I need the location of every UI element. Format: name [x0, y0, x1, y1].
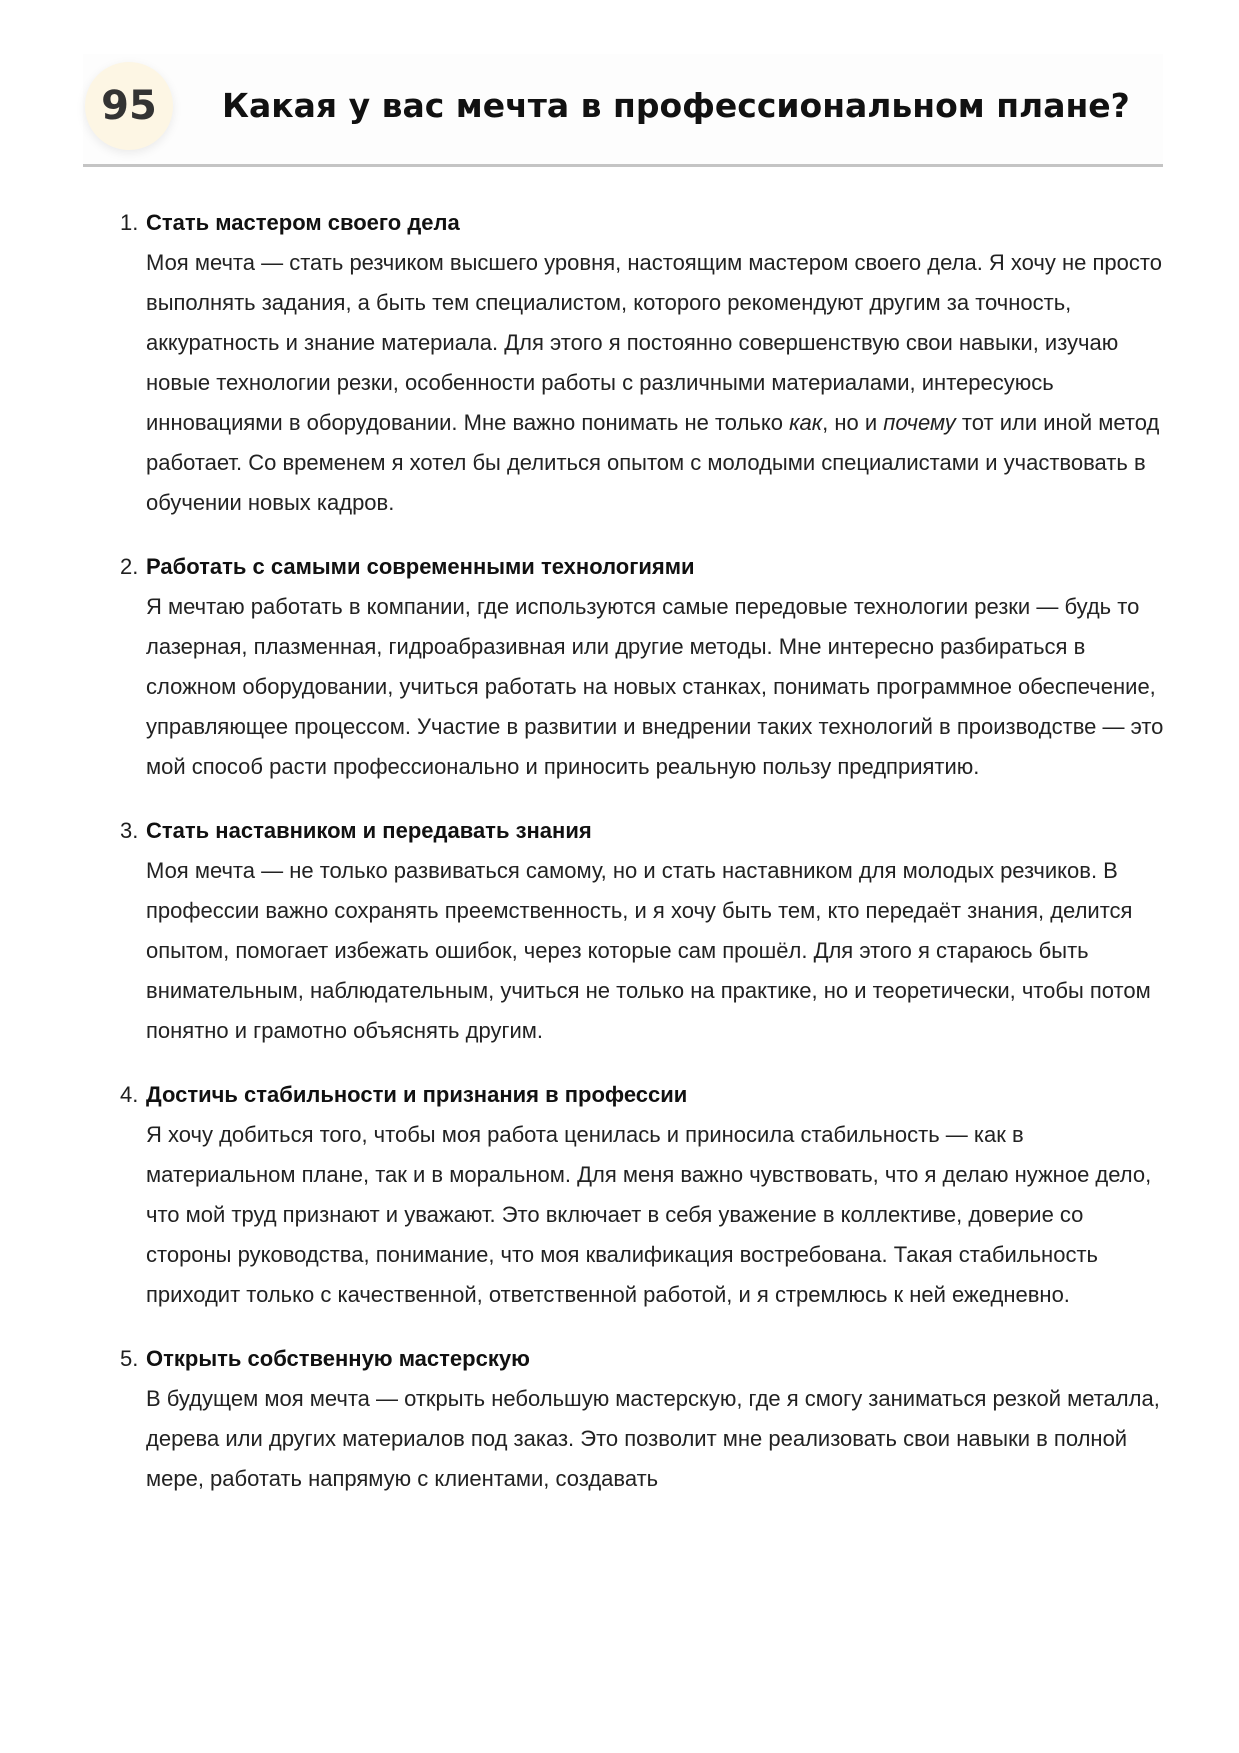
item-text [146, 243, 1166, 523]
item-text: Моя мечта — не только развиваться самому, но и стать наставником для молодых резчиков. В профессии важно сохранять преемственность, и я хочу быть тем, кто передаёт знания, делится опытом, помогает избежать ошибок, через которые сам прошёл. Для этого я стараюсь быть внимательным, наблюдательным, учиться не только на практике, но и теоретически, чтобы потом понятно и грамотно объяснять другим. [146, 858, 1151, 1043]
item-number: 4. [120, 1082, 139, 1107]
list-item [0, 1341, 1239, 1499]
list-item [0, 549, 1239, 787]
item-number: 5. [120, 1346, 139, 1371]
italic-text: как [789, 410, 823, 435]
question-header [83, 54, 1163, 167]
text-segment: тот или иной метод работает. Со временем я хотел бы делиться опытом с молодыми специалистами и участвовать в обучении новых кадров. [146, 410, 1160, 515]
item-title: Открыть собственную мастерскую [146, 1346, 530, 1371]
answer-list [0, 205, 1239, 1525]
item-title: Достичь стабильности и признания в профессии [146, 1082, 688, 1107]
item-text: Я хочу добиться того, чтобы моя работа ценилась и приносила стабильность — как в материальном плане, так и в моральном. Для меня важно чувствовать, что я делаю нужное дело, что мой труд признают и уважают. Это включает в себя уважение в коллективе, доверие со стороны руководства, понимание, что моя квалификация востребована. Такая стабильность приходит только с качественной, ответственной работой, и я стремлюсь к ней ежедневно. [146, 1122, 1152, 1307]
list-item [0, 1077, 1239, 1315]
item-text: В будущем моя мечта — открыть небольшую мастерскую, где я смогу заниматься резкой металла, дерева или других материалов под заказ. Это позволит мне реализовать свои навыки в полной мере, работать напрямую с клиентами, создавать [146, 1386, 1160, 1491]
item-title: Стать мастером своего дела [146, 210, 460, 235]
item-title: Стать наставником и передавать знания [146, 818, 592, 843]
list-item [0, 205, 1239, 523]
item-title: Работать с самыми современными технологиями [146, 554, 695, 579]
item-number: 3. [120, 818, 139, 843]
text-segment: , но и [822, 410, 884, 435]
page-title: Какая у вас мечта в профессиональном плане? [222, 86, 1130, 125]
list-item [0, 813, 1239, 1051]
item-text: Я мечтаю работать в компании, где используются самые передовые технологии резки — будь то лазерная, плазменная, гидроабразивная или другие методы. Мне интересно разбираться в сложном оборудовании, учиться работать на новых станках, понимать программное обеспечение, управляющее процессом. Участие в развитии и внедрении таких технологий в производстве — это мой способ расти профессионально и приносить реальную пользу предприятию. [146, 594, 1164, 779]
text-segment: Моя мечта — стать резчиком высшего уровня, настоящим мастером своего дела. Я хочу не просто выполнять задания, а быть тем специалистом, которого рекомендуют другим за точность, аккуратность и знание материала. Для этого я постоянно совершенствую свои навыки, изучаю новые технологии резки, особенности работы с различными материалами, интересуюсь инновациями в оборудовании. Мне важно понимать не только [146, 250, 1162, 435]
question-number-badge: 95 [85, 62, 173, 150]
italic-text: почему [883, 410, 956, 435]
item-number: 2. [120, 554, 139, 579]
item-number: 1. [120, 210, 139, 235]
